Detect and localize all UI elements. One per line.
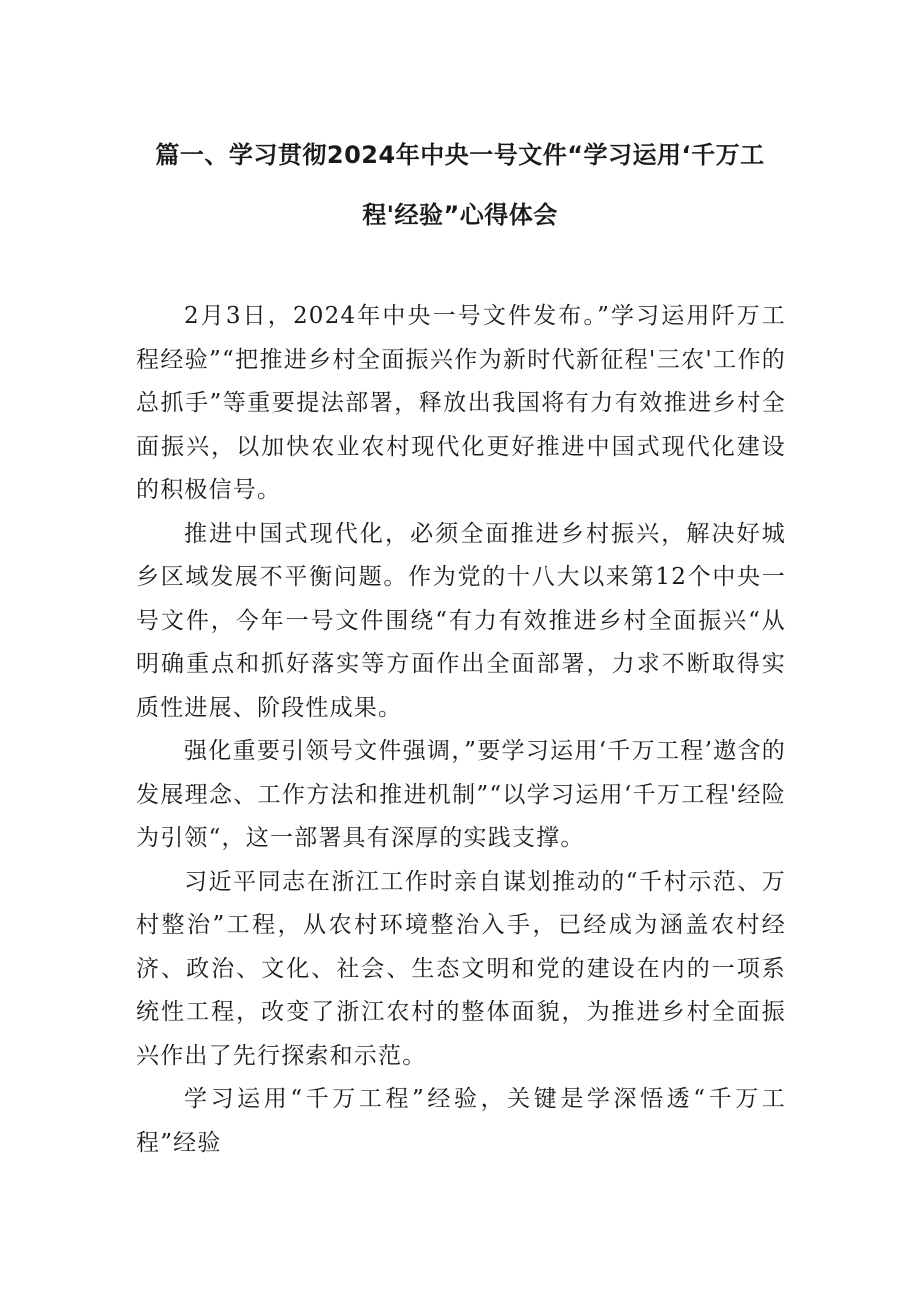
document-title-line-2: 程'经验”心得体会 xyxy=(362,201,558,229)
document-body xyxy=(136,295,786,1165)
body-paragraph-1: 2月3日，2024年中央一号文件发布。”学习运用阡万工程经验”“把推进乡村全面振兴作为新时代新征程'三农'工作的总抓手”等重要提法部署，释放出我国将有力有效推进乡村全面振兴，以加快农业农村现代化更好推进中国式现代化建设的积极信号。 xyxy=(136,303,786,503)
body-paragraph-5: 学习运用“千万工程”经验，关键是学深悟透“千万工程”经验 xyxy=(136,1086,786,1156)
body-paragraph-2: 推进中国式现代化，必须全面推进乡村振兴，解决好城乡区域发展不平衡问题。作为党的十八大以来第12个中央一号文件，今年一号文件围绕“有力有效推进乡村全面振兴“从明确重点和抓好落实等方面作出全面部署，力求不断取得实质性进展、阶段性成果。 xyxy=(136,520,786,721)
body-paragraph-3: 强化重要引领号文件强调，”要学习运用‘千万工程’遨含的发展理念、工作方法和推进机制”“以学习运用‘千万工程'经险为引领“，这一部署具有深厚的实践支撑。 xyxy=(136,738,786,851)
body-paragraph-4: 习近平同志在浙江工作时亲自谋划推动的“千村示范、万村整治”工程，从农村环境整治入手，已经成为涵盖农村经济、政治、文化、社会、生态文明和党的建设在内的一项系统性工程，改变了浙江农村的整体面貌，为推进乡村全面振兴作出了先行探索和示范。 xyxy=(136,868,786,1069)
document-title-line-1: 篇一、学习贯彻2024年中央一号文件“学习运用‘千万工 xyxy=(155,141,765,169)
